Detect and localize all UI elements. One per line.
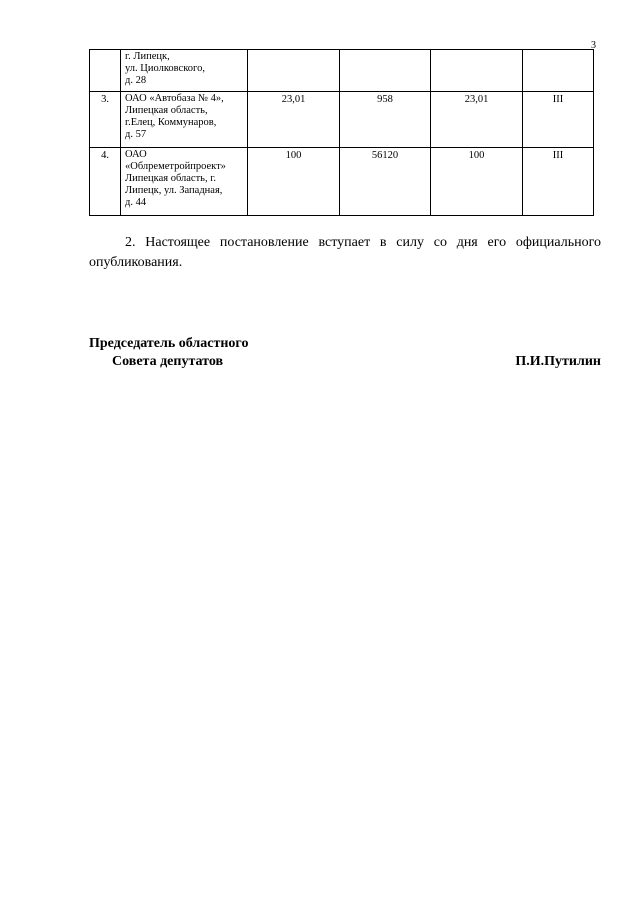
address-line: д. 44	[125, 197, 147, 208]
paragraph-line: опубликования.	[89, 255, 183, 270]
registry-table	[89, 49, 594, 216]
signature-row	[89, 353, 601, 371]
address-line: ОАО	[125, 149, 147, 160]
row-number-cell	[90, 50, 121, 92]
address-line: г.Елец, Коммунаров,	[125, 117, 217, 128]
table-row	[90, 92, 594, 148]
address-line: ОАО «Автобаза № 4»,	[125, 93, 224, 104]
address-line: Липецкая область, г.	[125, 173, 216, 184]
effective-date-paragraph	[89, 233, 601, 273]
address-line: г. Липецк,	[125, 51, 170, 62]
value-cell	[431, 50, 523, 92]
signatory-title: Председатель областного	[89, 336, 249, 351]
table-row	[90, 50, 594, 92]
address-cell	[121, 50, 248, 92]
row-number-cell: 4.	[90, 148, 121, 216]
address-line: д. 28	[125, 75, 147, 86]
page-number: 3	[591, 40, 596, 51]
value-cell: 100	[248, 148, 340, 216]
value-cell: 56120	[340, 148, 431, 216]
address-line: д. 57	[125, 129, 147, 140]
row-number-cell: 3.	[90, 92, 121, 148]
address-line: Липецк, ул. Западная,	[125, 185, 223, 196]
signatory-name: П.И.Путилин	[515, 354, 601, 369]
paragraph-line: 2. Настоящее постановление вступает в силу со дня его официального	[125, 235, 601, 250]
value-cell: 23,01	[431, 92, 523, 148]
address-cell	[121, 148, 248, 216]
address-line: Липецкая область,	[125, 105, 208, 116]
address-line: ул. Циолковского,	[125, 63, 205, 74]
address-cell	[121, 92, 248, 148]
signature-block	[89, 335, 601, 371]
value-cell: 23,01	[248, 92, 340, 148]
value-cell: 100	[431, 148, 523, 216]
table-row	[90, 148, 594, 216]
value-cell	[248, 50, 340, 92]
address-line: «Облреметройпроект»	[125, 161, 226, 172]
signatory-council: Совета депутатов	[112, 354, 224, 369]
value-cell: 958	[340, 92, 431, 148]
value-cell	[340, 50, 431, 92]
class-cell	[523, 50, 594, 92]
class-cell: III	[523, 148, 594, 216]
class-cell: III	[523, 92, 594, 148]
